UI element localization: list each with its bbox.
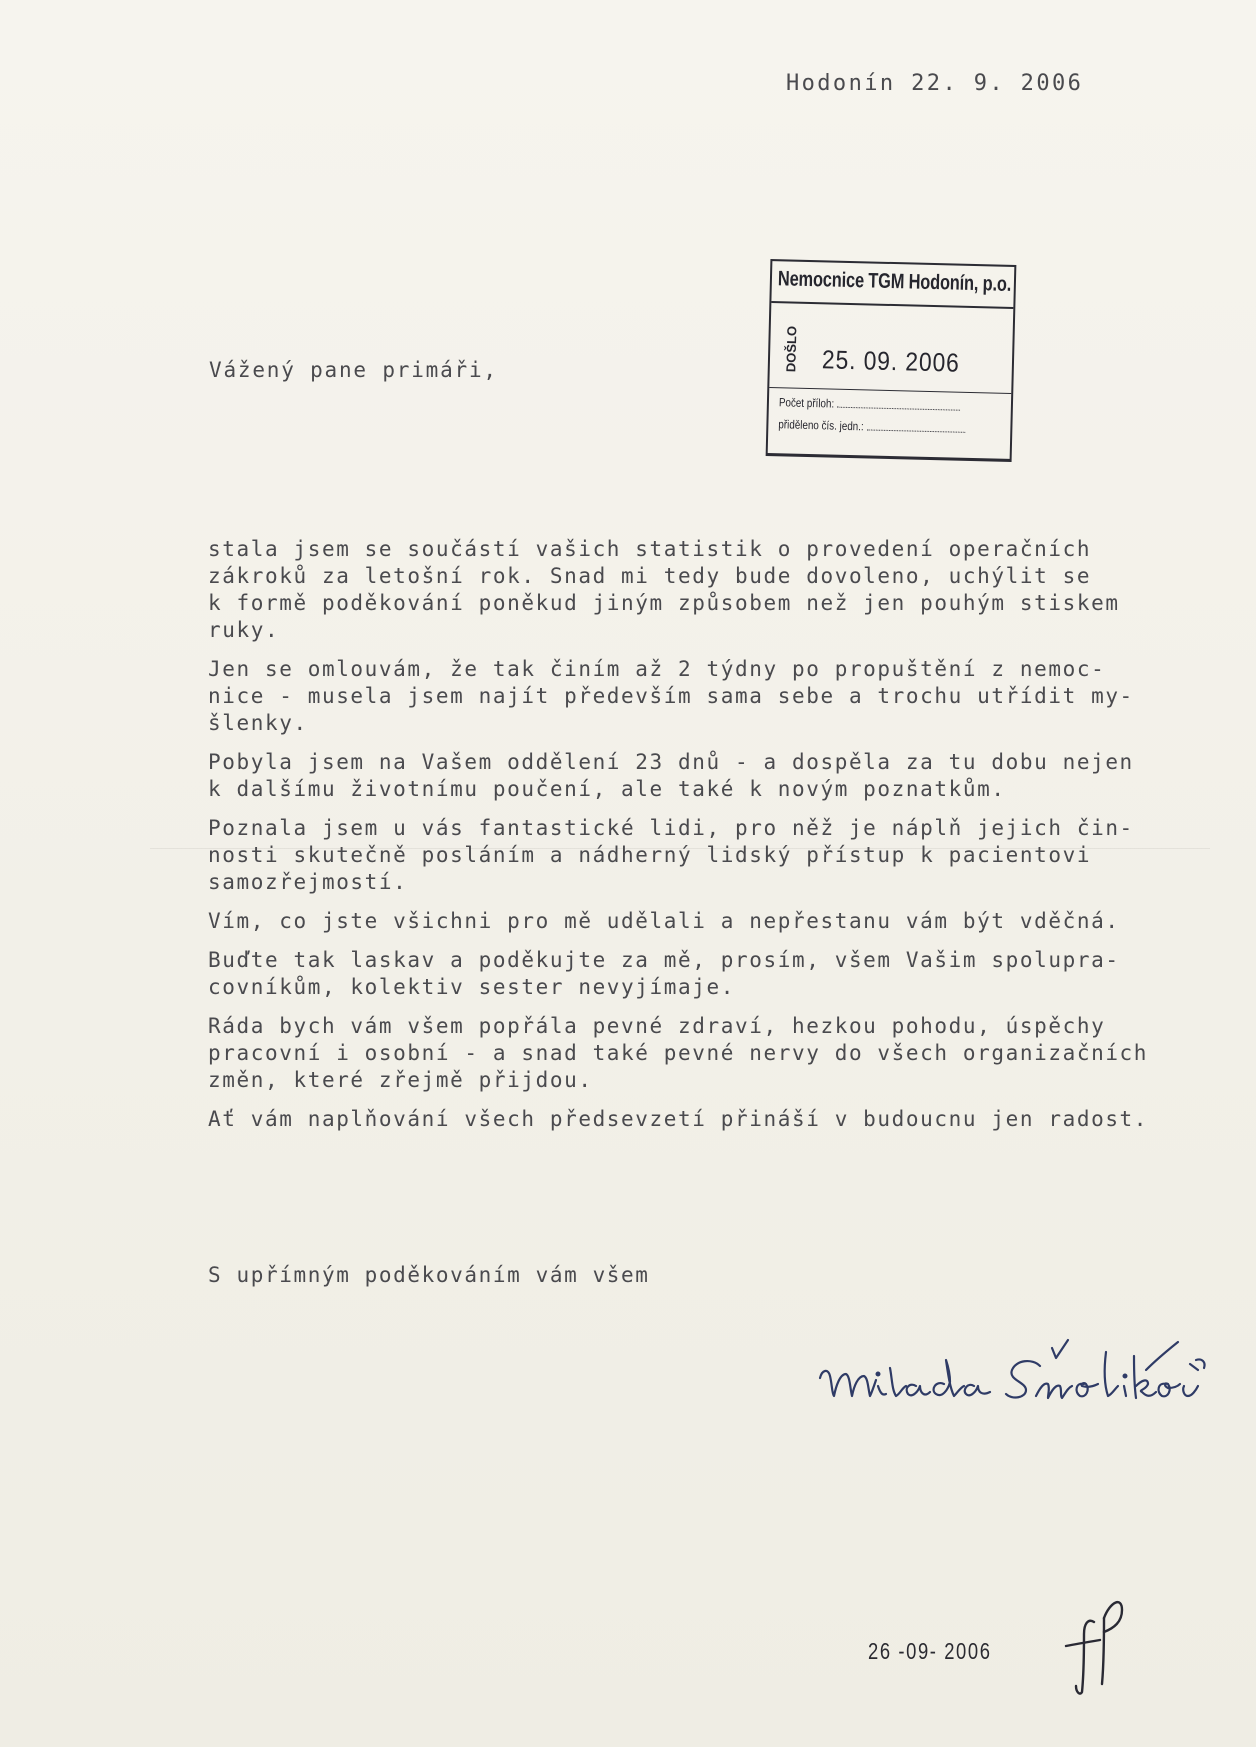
- date-line: Hodonín 22. 9. 2006: [786, 71, 1084, 96]
- stamp-received-label: DOŠLO: [783, 325, 800, 373]
- paragraph: Ráda bych vám všem popřála pevné zdraví, hezkou pohodu, úspěchy pracovní i osobní - a snad také pevné nervy do všech organizačních změn, které zřejmě přijdou.: [208, 1014, 1149, 1092]
- paragraph: Ať vám naplňování všech předsevzetí přináší v budoucnu jen radost.: [208, 1107, 1149, 1131]
- stamp-reference-label: přiděleno čís. jedn.:: [778, 417, 864, 434]
- stamp-institution: Nemocnice TGM Hodonín, p.o.: [777, 267, 1012, 296]
- stamp-divider: [771, 301, 1013, 309]
- stamp-divider-lower: [769, 387, 1011, 394]
- received-stamp: [766, 259, 1017, 462]
- salutation: Vážený pane primáři,: [209, 358, 498, 382]
- paragraph: Vím, co jste všichni pro mě udělali a nepřestanu vám být vděčná.: [208, 909, 1120, 933]
- signature: [812, 1330, 1212, 1440]
- paragraph: Poznala jsem u vás fantastické lidi, pro něž je náplň jejich čin- nosti skutečně posláním a nádherný lidský přístup k pacientovi samozřejmostí.: [208, 816, 1134, 894]
- paragraph: Pobyla jsem na Vašem oddělení 23 dnů - a dospěla za tu dobu nejen k dalšímu životnímu poučení, ale také k novým poznatkům.: [208, 750, 1134, 801]
- initials-signature: [1060, 1588, 1130, 1698]
- paragraph: Jen se omlouvám, že tak činím až 2 týdny po propuštění z nemoc- nice - musela jsem najít především sama sebe a trochu utřídit my- šlenky.: [208, 657, 1134, 735]
- stamp-attachments-row: [779, 395, 961, 413]
- closing-line: S upřímným poděkováním vám všem: [208, 1263, 650, 1287]
- paragraph: Buďte tak laskav a poděkujte za mě, prosím, všem Vašim spolupra- covníkům, kolektiv sester nevyjímaje.: [208, 948, 1120, 999]
- stamp-attachments-label: Počet příloh:: [778, 395, 835, 411]
- stamp-received-date: 25. 09. 2006: [821, 344, 961, 378]
- letter-body: [208, 536, 1208, 1145]
- stamp-reference-row: [778, 417, 965, 436]
- handwritten-received-date: 26 -09- 2006: [868, 1638, 992, 1664]
- paragraph: stala jsem se součástí vašich statistik o provedení operačních zákroků za letošní rok. Snad mi tedy bude dovoleno, uchýlit se k formě poděkování poněkud jiným způsobem než jen pouhým stiskem ruky.: [208, 537, 1120, 642]
